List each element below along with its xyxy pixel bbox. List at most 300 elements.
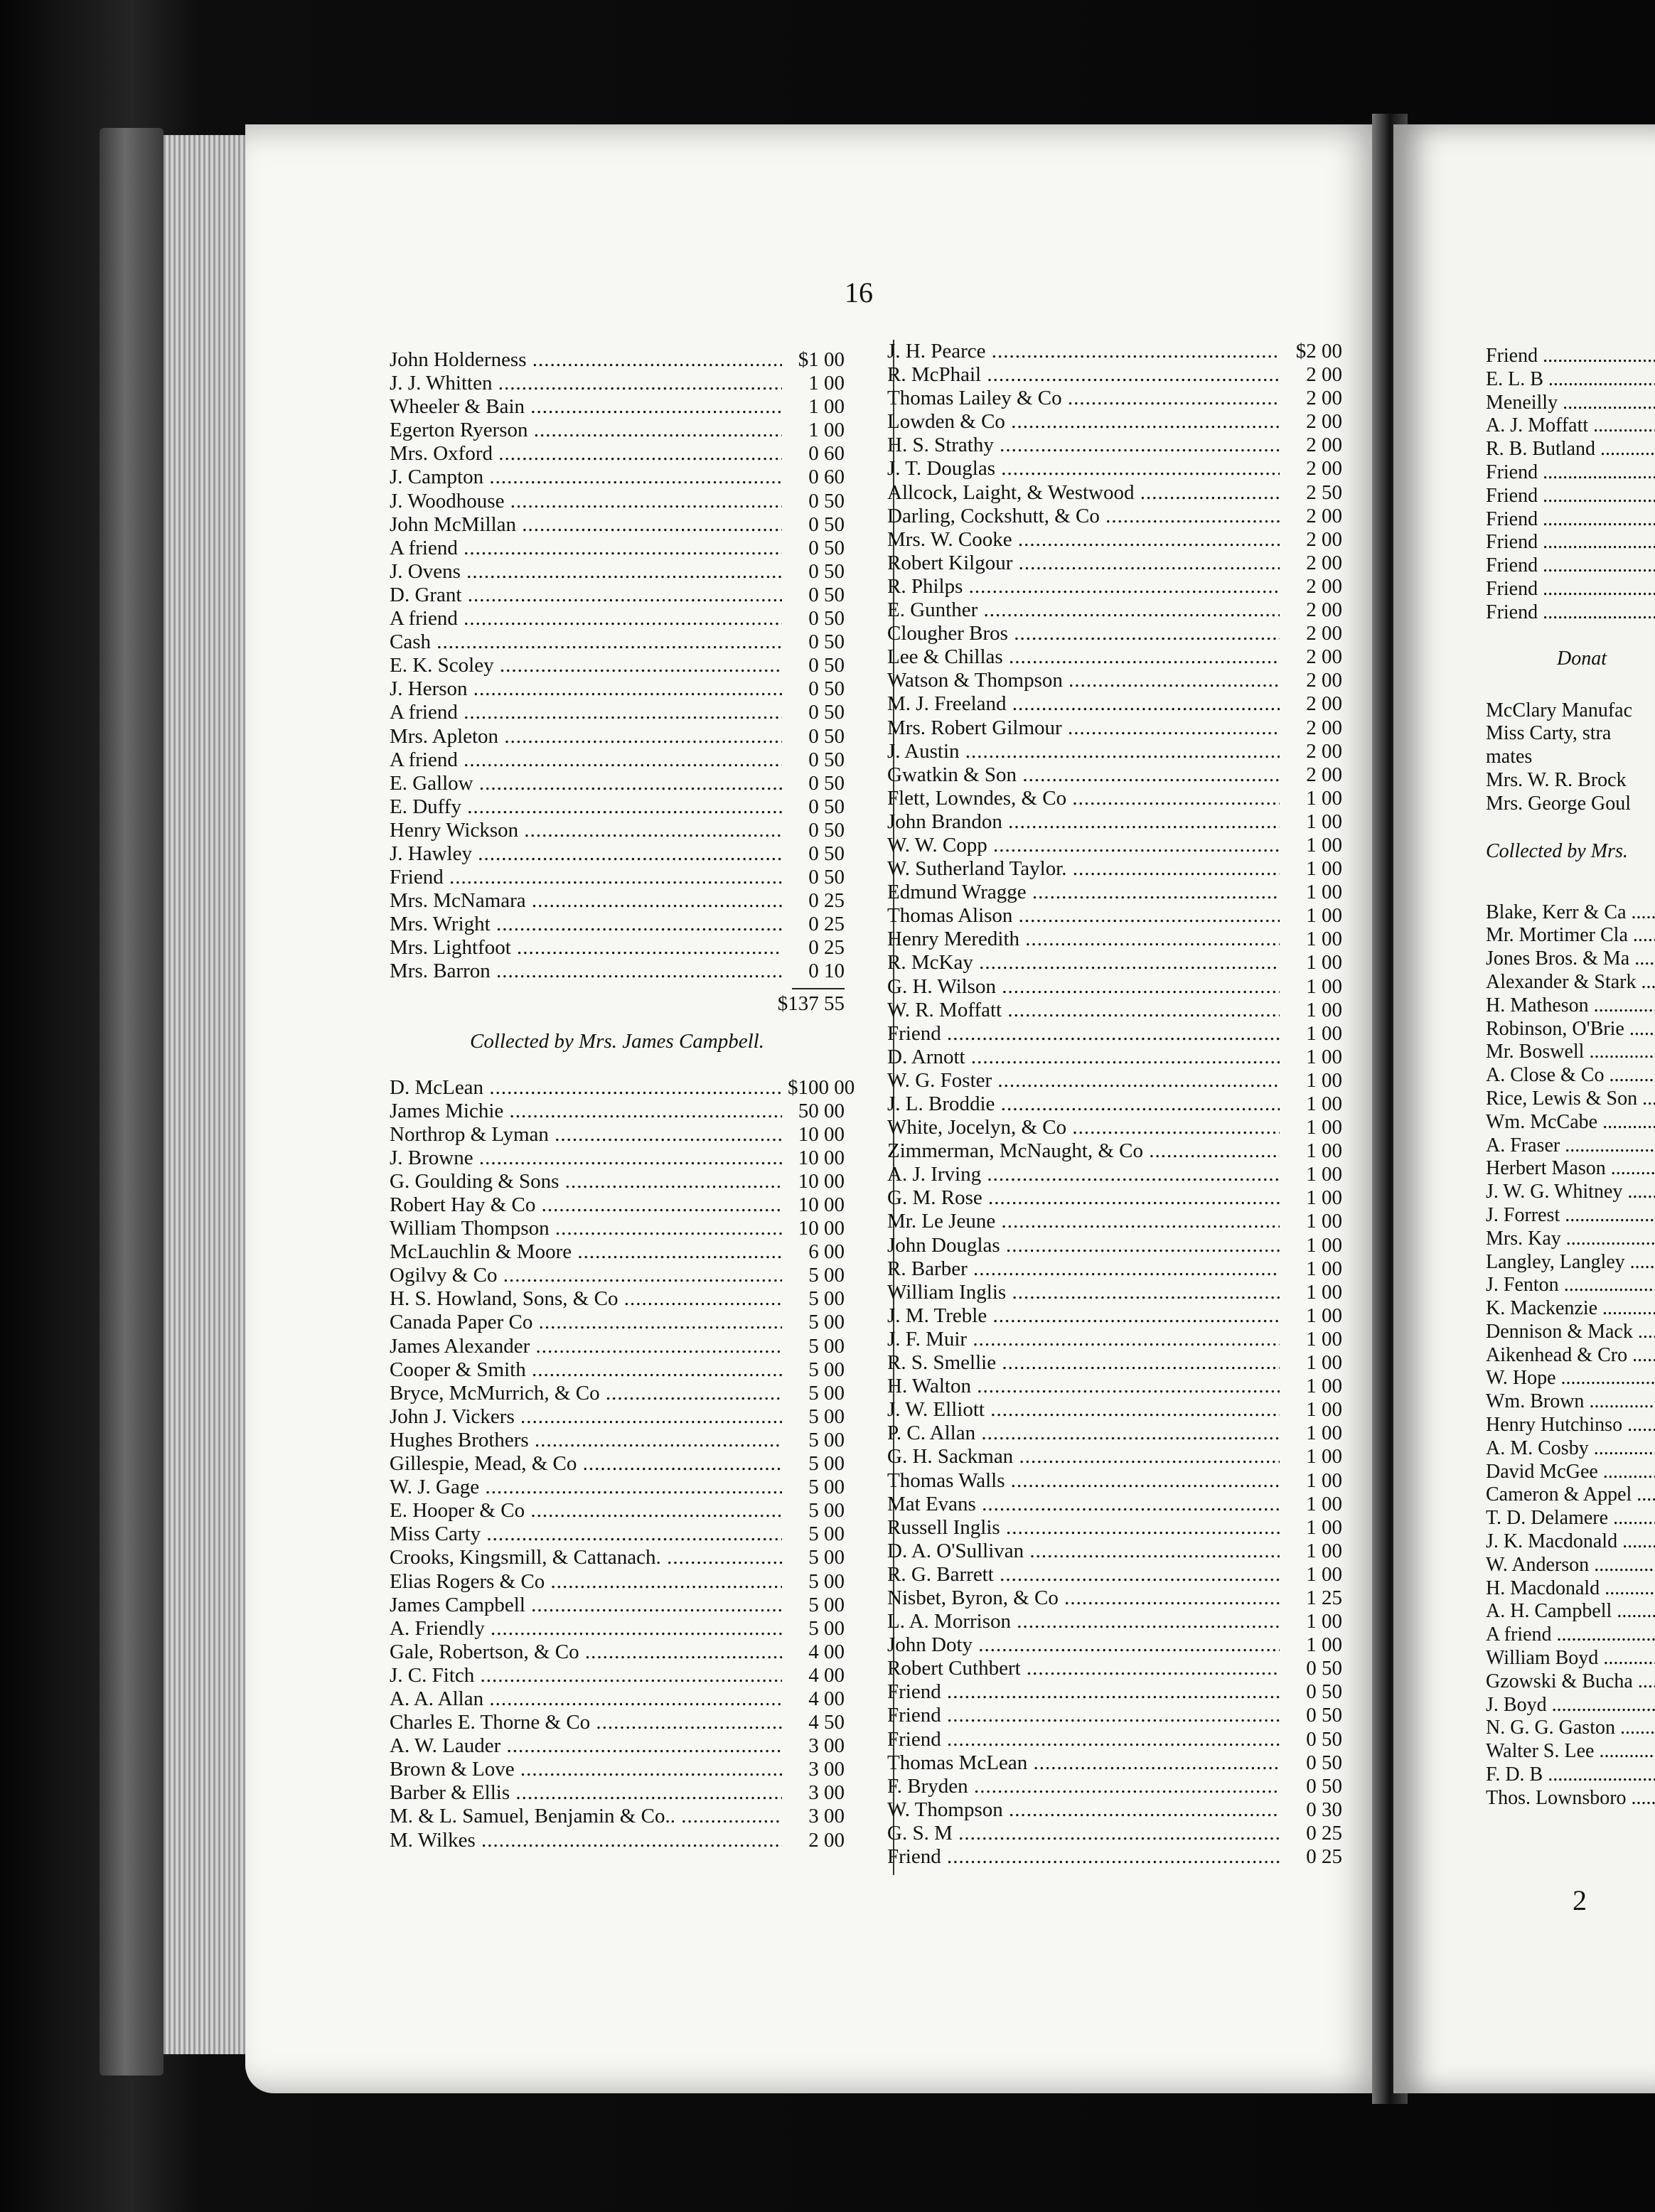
donor-name: A. J. Irving ..... xyxy=(887,1163,1280,1186)
donor-name: J. J. Whitten ..... xyxy=(390,372,782,395)
donation-amount: 1 00 xyxy=(1306,1398,1342,1422)
donation-amount: 2 00 xyxy=(808,1828,845,1852)
donor-row xyxy=(390,490,845,513)
donation-amount: 2 00 xyxy=(1306,716,1342,739)
donor-name: James Michie ..... xyxy=(390,1100,782,1123)
donation-amount: 1 00 xyxy=(1306,951,1342,975)
donation-amount: 0 50 xyxy=(808,654,845,677)
donor-name: J. Woodhouse ..... xyxy=(390,490,782,513)
donor-row xyxy=(390,866,845,889)
donor-name: G. H. Sackman ..... xyxy=(887,1445,1280,1469)
donation-amount: 2 00 xyxy=(1306,739,1342,763)
donor-row xyxy=(887,1469,1342,1493)
donor-name: Mrs. Wright ..... xyxy=(390,913,782,936)
donation-amount: 1 00 xyxy=(808,395,845,419)
donation-amount: 0 50 xyxy=(1306,1657,1342,1680)
donor-row xyxy=(887,1375,1342,1398)
donor-name: D. Arnott ..... xyxy=(887,1046,1280,1069)
donation-amount: 2 00 xyxy=(1306,504,1342,527)
donor-row xyxy=(390,1476,845,1499)
donation-amount: 1 00 xyxy=(1306,1068,1342,1092)
donation-amount: 5 00 xyxy=(808,1334,845,1358)
donor-row xyxy=(887,1775,1342,1798)
donation-amount: 50 00 xyxy=(798,1099,845,1122)
book-spine xyxy=(100,128,164,2076)
donor-row xyxy=(887,904,1342,928)
donor-row xyxy=(887,928,1342,951)
donor-row xyxy=(390,1829,845,1852)
right-donor-name: Friend ..... xyxy=(1486,508,1655,532)
donation-amount: 1 00 xyxy=(1306,1422,1342,1445)
donor-name: Thomas Walls ..... xyxy=(887,1469,1280,1493)
donation-amount: 0 50 xyxy=(808,512,845,536)
donor-name: A friend ..... xyxy=(390,537,782,560)
page-edges xyxy=(164,135,249,2054)
donation-amount: 5 00 xyxy=(808,1405,845,1428)
donation-amount: 5 00 xyxy=(808,1452,845,1476)
donor-name: Crooks, Kingsmill, & Cattanach. ..... xyxy=(390,1546,782,1569)
right-donor-name: Mrs. W. R. Brock xyxy=(1486,768,1627,791)
right-donor-name: A. Fraser ..... xyxy=(1486,1134,1655,1158)
donation-amount: 1 00 xyxy=(1306,1375,1342,1398)
donor-name: Mrs. McNamara ..... xyxy=(390,889,782,913)
donor-name: Darling, Cockshutt, & Co ..... xyxy=(887,505,1280,528)
donation-amount: 2 00 xyxy=(1306,434,1342,457)
donor-name: Mrs. W. Cooke ..... xyxy=(887,528,1280,552)
right-donor-name: R. B. Butland ..... xyxy=(1486,438,1655,461)
donor-name: Thomas Lailey & Co ..... xyxy=(887,387,1280,410)
donor-name: John McMillan ..... xyxy=(390,513,782,537)
donor-row xyxy=(390,1711,845,1734)
donation-amount: 1 00 xyxy=(1306,1021,1342,1045)
donation-amount: 2 00 xyxy=(1306,410,1342,434)
donor-name: A. A. Allan ..... xyxy=(390,1687,782,1711)
donor-row xyxy=(390,725,845,748)
donation-amount: 0 50 xyxy=(808,701,845,724)
donation-amount: 1 00 xyxy=(1306,1469,1342,1492)
donor-name: J. L. Broddie ..... xyxy=(887,1092,1280,1116)
right-donor-name: K. Mackenzie ..... xyxy=(1486,1297,1655,1321)
donor-row xyxy=(390,1123,845,1147)
right-donor-name: Friend ..... xyxy=(1486,485,1655,508)
right-donor-name: W. Anderson ..... xyxy=(1486,1554,1655,1577)
donor-name: F. Bryden ..... xyxy=(887,1775,1280,1798)
donor-row xyxy=(887,810,1342,834)
donor-row xyxy=(390,1594,845,1617)
donor-name: G. H. Wilson ..... xyxy=(887,975,1280,999)
donor-row xyxy=(887,1445,1342,1469)
donor-row xyxy=(887,1680,1342,1704)
donor-row xyxy=(887,410,1342,434)
donor-row xyxy=(887,1257,1342,1281)
right-donor-name: mates xyxy=(1486,746,1533,768)
donation-amount: 5 00 xyxy=(808,1499,845,1523)
donor-row xyxy=(390,348,845,372)
donation-amount: 1 00 xyxy=(1306,857,1342,881)
donation-amount: 1 00 xyxy=(1306,904,1342,928)
donor-name: Mr. Le Jeune ..... xyxy=(887,1210,1280,1233)
donation-amount: 1 00 xyxy=(1306,1610,1342,1633)
donor-name: Friend ..... xyxy=(887,1022,1280,1046)
donor-row xyxy=(390,1664,845,1687)
right-donor-list xyxy=(1486,699,1655,816)
donor-row xyxy=(390,1100,845,1123)
donor-row xyxy=(390,537,845,560)
donor-row xyxy=(887,999,1342,1022)
donation-amount: 10 00 xyxy=(798,1122,845,1146)
donation-amount: 1 00 xyxy=(1306,1633,1342,1657)
right-donor-name: Robinson, O'Brie ..... xyxy=(1486,1018,1655,1041)
donation-amount: 1 00 xyxy=(1306,1280,1342,1304)
donor-name: J. Ovens ..... xyxy=(390,560,782,584)
donor-row xyxy=(887,1493,1342,1516)
left-column xyxy=(390,348,855,1852)
donor-name: Friend ..... xyxy=(887,1704,1280,1727)
donation-amount: 1 00 xyxy=(808,419,845,442)
donor-name: D. A. O'Sullivan ..... xyxy=(887,1540,1280,1563)
right-donor-name: David McGee ..... xyxy=(1486,1461,1655,1484)
donation-amount: 1 00 xyxy=(1306,1139,1342,1163)
donor-row xyxy=(887,1069,1342,1092)
donation-amount: 10 00 xyxy=(798,1193,845,1216)
donor-row xyxy=(390,1617,845,1641)
donor-list xyxy=(390,1075,855,1852)
donor-row xyxy=(887,1610,1342,1633)
donation-amount: 2 00 xyxy=(1306,527,1342,551)
donor-row xyxy=(887,716,1342,740)
right-donor-name: J. Fenton ..... xyxy=(1486,1274,1655,1297)
donation-amount: 2 00 xyxy=(1306,669,1342,692)
right-donor-name: William Boyd ..... xyxy=(1486,1647,1655,1670)
donor-name: Henry Meredith ..... xyxy=(887,928,1280,951)
donation-amount: 0 50 xyxy=(1306,1774,1342,1798)
right-donor-name: Friend ..... xyxy=(1486,554,1655,578)
donor-row xyxy=(887,1657,1342,1680)
donor-row xyxy=(887,505,1342,528)
donor-name: Cooper & Smith ..... xyxy=(390,1358,782,1382)
right-donor-name: J. Boyd ..... xyxy=(1486,1694,1655,1717)
donor-list xyxy=(887,340,1342,1869)
donation-amount: 0 50 xyxy=(808,559,845,583)
donor-row xyxy=(390,1758,845,1781)
donor-row xyxy=(390,1382,845,1405)
donation-amount: 0 30 xyxy=(1306,1798,1342,1821)
right-donor-name: A. J. Moffatt ..... xyxy=(1486,414,1655,438)
donor-name: Hughes Brothers ..... xyxy=(390,1429,782,1452)
donor-name: Lowden & Co ..... xyxy=(887,410,1280,434)
total-amount: $137 55 xyxy=(777,992,845,1015)
right-donor-name: J. W. G. Whitney ..... xyxy=(1486,1181,1655,1204)
donor-row xyxy=(887,763,1342,787)
donor-name: Lee & Chillas ..... xyxy=(887,645,1280,669)
donor-name: J. H. Pearce ..... xyxy=(887,340,1280,363)
donor-row xyxy=(390,513,845,537)
donor-list xyxy=(390,348,845,984)
donation-amount: 0 50 xyxy=(808,607,845,630)
donor-row xyxy=(390,772,845,795)
donor-row xyxy=(887,575,1342,598)
donation-amount: 1 00 xyxy=(1306,1092,1342,1115)
donor-row xyxy=(390,842,845,866)
donation-amount: 10 00 xyxy=(798,1169,845,1193)
donor-row xyxy=(390,795,845,819)
right-donor-name: Friend ..... xyxy=(1486,601,1655,625)
right-donor-name: H. Matheson ..... xyxy=(1486,994,1655,1018)
donor-row xyxy=(887,1328,1342,1351)
donation-amount: 1 00 xyxy=(1306,1045,1342,1068)
donor-name: E. Gunther ..... xyxy=(887,598,1280,622)
donor-row xyxy=(390,1335,845,1358)
donation-amount: 0 25 xyxy=(808,913,845,936)
donation-amount: 0 50 xyxy=(808,489,845,512)
donor-row xyxy=(390,1147,845,1170)
donor-name: Russell Inglis ..... xyxy=(887,1516,1280,1540)
donor-row xyxy=(390,584,845,607)
donor-name: W. W. Copp ..... xyxy=(887,834,1280,857)
section-heading: Collected by Mrs. James Campbell. xyxy=(470,1029,764,1053)
donor-row xyxy=(887,1751,1342,1775)
donation-amount: 3 00 xyxy=(808,1734,845,1758)
donor-name: Robert Hay & Co ..... xyxy=(390,1193,782,1217)
right-donor-name: F. D. B ..... xyxy=(1486,1763,1655,1787)
right-donor-name: Rice, Lewis & Son ..... xyxy=(1486,1088,1655,1111)
collected-heading: Collected by Mrs. xyxy=(1486,839,1628,862)
donation-amount: 2 00 xyxy=(1306,598,1342,622)
donor-row xyxy=(390,1546,845,1569)
donor-name: James Campbell ..... xyxy=(390,1594,782,1617)
donor-row xyxy=(390,1075,855,1100)
donor-row xyxy=(887,528,1342,552)
donor-row xyxy=(887,881,1342,904)
donor-name: John Brandon ..... xyxy=(887,810,1280,834)
donor-name: H. Walton ..... xyxy=(887,1375,1280,1398)
donation-amount: 1 00 xyxy=(1306,1445,1342,1469)
right-donor-name: Meneilly ..... xyxy=(1486,392,1655,415)
donor-name: J. Herson ..... xyxy=(390,677,782,701)
donation-amount: 1 00 xyxy=(1306,1492,1342,1515)
donor-row xyxy=(887,1845,1342,1869)
donation-amount: 1 00 xyxy=(1306,810,1342,833)
donation-amount: 4 50 xyxy=(808,1711,845,1734)
donor-name: Egerton Ryerson ..... xyxy=(390,419,782,442)
donor-row xyxy=(887,481,1342,505)
donor-row xyxy=(390,466,845,489)
right-page-column xyxy=(1486,345,1655,1810)
right-donor-list xyxy=(1486,901,1655,1810)
donor-row xyxy=(390,1452,845,1476)
donation-amount: 2 00 xyxy=(1306,692,1342,716)
right-donor-name: N. G. G. Gaston ..... xyxy=(1486,1717,1655,1740)
right-donor-list xyxy=(1486,345,1655,625)
right-donor-name: A. M. Cosby ..... xyxy=(1486,1437,1655,1461)
donation-amount: 10 00 xyxy=(798,1146,845,1169)
donor-name: John J. Vickers ..... xyxy=(390,1405,782,1429)
right-donor-name: Jones Bros. & Ma ..... xyxy=(1486,947,1655,971)
donor-row xyxy=(887,1704,1342,1727)
donor-name: John Doty ..... xyxy=(887,1633,1280,1657)
donor-name: E. Hooper & Co ..... xyxy=(390,1499,782,1523)
right-donor-name: H. Macdonald ..... xyxy=(1486,1577,1655,1601)
donor-name: McLauchlin & Moore ..... xyxy=(390,1240,782,1264)
donor-name: G. S. M ..... xyxy=(887,1822,1280,1845)
right-donor-name: Mrs. George Goul xyxy=(1486,792,1632,815)
page-number: 16 xyxy=(845,276,873,308)
donation-amount: 1 00 xyxy=(1306,833,1342,857)
donation-amount: 1 00 xyxy=(1306,1327,1342,1351)
donation-amount: 1 00 xyxy=(1306,1186,1342,1210)
donor-name: Nisbet, Byron, & Co ..... xyxy=(887,1586,1280,1610)
right-donor-name: Thos. Lownsboro ..... xyxy=(1486,1787,1655,1810)
donor-name: A. W. Lauder ..... xyxy=(390,1734,782,1758)
donation-amount: 0 10 xyxy=(808,960,845,983)
donor-name: Miss Carty ..... xyxy=(390,1523,782,1546)
donation-amount: 0 50 xyxy=(808,866,845,889)
donor-row xyxy=(887,1540,1342,1563)
donation-amount: 5 00 xyxy=(808,1546,845,1569)
donor-row xyxy=(390,1641,845,1664)
donor-row xyxy=(390,1405,845,1429)
donor-name: A. Friendly ..... xyxy=(390,1617,782,1641)
right-donor-name: Gzowski & Bucha ..... xyxy=(1486,1670,1655,1694)
donor-name: H. S. Howland, Sons, & Co ..... xyxy=(390,1287,782,1311)
donation-amount: 5 00 xyxy=(808,1358,845,1381)
donor-name: Brown & Love ..... xyxy=(390,1758,782,1781)
right-donor-name: Mr. Mortimer Cla ..... xyxy=(1486,924,1655,947)
donor-row xyxy=(887,1633,1342,1657)
donor-name: John Douglas ..... xyxy=(887,1234,1280,1257)
right-donor-name: A. Close & Co ..... xyxy=(1486,1064,1655,1088)
donation-amount: $100 00 xyxy=(788,1075,855,1099)
donor-row xyxy=(887,1798,1342,1822)
donation-amount: 0 50 xyxy=(808,724,845,748)
donor-row xyxy=(887,857,1342,881)
right-donor-name: J. Forrest ..... xyxy=(1486,1204,1655,1228)
donor-name: William Inglis ..... xyxy=(887,1281,1280,1304)
right-donor-name: Mrs. Kay ..... xyxy=(1486,1228,1655,1251)
donor-row xyxy=(390,1805,845,1828)
donor-name: Allcock, Laight, & Westwood ..... xyxy=(887,481,1280,505)
donor-name: J. Browne ..... xyxy=(390,1147,782,1170)
donation-amount: 0 25 xyxy=(1306,1821,1342,1845)
donor-name: Mrs. Oxford ..... xyxy=(390,442,782,466)
right-donor-name: E. L. B ..... xyxy=(1486,368,1655,392)
donation-amount: 0 50 xyxy=(1306,1727,1342,1751)
donor-row xyxy=(887,1728,1342,1751)
donation-amount: 4 00 xyxy=(808,1687,845,1710)
donation-amount: 0 50 xyxy=(808,818,845,842)
donation-amount: 3 00 xyxy=(808,1805,845,1828)
donor-name: W. G. Foster ..... xyxy=(887,1069,1280,1092)
donation-amount: 5 00 xyxy=(808,1569,845,1593)
donation-amount: 1 00 xyxy=(1306,1562,1342,1586)
donor-row xyxy=(390,395,845,419)
donation-amount: $1 00 xyxy=(798,348,845,371)
donation-amount: 0 50 xyxy=(1306,1704,1342,1727)
donor-name: Mrs. Lightfoot ..... xyxy=(390,936,782,960)
donor-name: R. G. Barrett ..... xyxy=(887,1563,1280,1586)
donor-row xyxy=(390,960,845,983)
donor-row xyxy=(390,677,845,701)
donation-amount: 3 00 xyxy=(808,1781,845,1805)
right-donor-name: Friend ..... xyxy=(1486,461,1655,485)
donor-name: J. M. Treble ..... xyxy=(887,1304,1280,1328)
donor-name: M. J. Freeland ..... xyxy=(887,692,1280,716)
donation-amount: $2 00 xyxy=(1295,340,1342,363)
donation-amount: 2 00 xyxy=(1306,645,1342,669)
donor-name: M. Wilkes ..... xyxy=(390,1829,782,1852)
donor-name: J. F. Muir ..... xyxy=(887,1328,1280,1351)
right-donor-name: Dennison & Mack ..... xyxy=(1486,1321,1655,1344)
donation-amount: 0 50 xyxy=(808,771,845,795)
right-donor-name: McClary Manufac xyxy=(1486,699,1633,721)
donor-name: R. McPhail ..... xyxy=(887,363,1280,387)
donor-row xyxy=(887,457,1342,480)
right-donor-name: Friend ..... xyxy=(1486,345,1655,368)
donor-name: M. & L. Samuel, Benjamin & Co.. ..... xyxy=(390,1805,782,1828)
right-donor-name: Friend ..... xyxy=(1486,531,1655,554)
donation-amount: 1 00 xyxy=(1306,1116,1342,1139)
donor-row xyxy=(887,552,1342,575)
donor-name: Friend ..... xyxy=(887,1845,1280,1869)
donation-amount: 2 00 xyxy=(1306,387,1342,410)
donation-amount: 0 25 xyxy=(808,889,845,913)
donor-row xyxy=(887,1351,1342,1375)
donation-amount: 0 50 xyxy=(1306,1680,1342,1704)
donor-name: R. Philps ..... xyxy=(887,575,1280,598)
donor-name: Robert Cuthbert ..... xyxy=(887,1657,1280,1680)
donor-row xyxy=(887,692,1342,716)
donor-name: Canada Paper Co ..... xyxy=(390,1311,782,1334)
donor-name: Robert Kilgour ..... xyxy=(887,552,1280,575)
donor-name: J. T. Douglas ..... xyxy=(887,457,1280,480)
donation-amount: 5 00 xyxy=(808,1428,845,1451)
donor-row xyxy=(887,951,1342,975)
donor-row xyxy=(887,834,1342,857)
donation-amount: 1 25 xyxy=(1306,1586,1342,1609)
donor-name: A friend ..... xyxy=(390,701,782,724)
donor-name: Gwatkin & Son ..... xyxy=(887,763,1280,787)
donor-row xyxy=(887,387,1342,410)
donor-name: J. C. Fitch ..... xyxy=(390,1664,782,1687)
donor-row xyxy=(390,913,845,936)
donor-name: Mrs. Robert Gilmour ..... xyxy=(887,716,1280,740)
donation-amount: 0 50 xyxy=(808,536,845,559)
donation-amount: 2 00 xyxy=(1306,622,1342,645)
donor-row xyxy=(887,1210,1342,1233)
donor-name: E. K. Scoley ..... xyxy=(390,654,782,677)
right-donor-name: Mr. Boswell ..... xyxy=(1486,1041,1655,1064)
donation-amount: 1 00 xyxy=(1306,975,1342,998)
donation-amount: 6 00 xyxy=(808,1240,845,1264)
donation-amount: 5 00 xyxy=(808,1381,845,1405)
donor-row xyxy=(390,419,845,442)
donation-amount: 1 00 xyxy=(1306,1539,1342,1562)
donor-row xyxy=(887,1139,1342,1163)
donor-name: A friend ..... xyxy=(390,607,782,630)
right-donor-name: A friend ..... xyxy=(1486,1623,1655,1647)
donor-row xyxy=(390,1687,845,1711)
donor-row xyxy=(390,1193,845,1217)
right-donor-name: Henry Hutchinso ..... xyxy=(1486,1414,1655,1437)
donation-amount: 0 50 xyxy=(808,630,845,654)
donor-row xyxy=(887,669,1342,692)
donor-row xyxy=(390,1358,845,1382)
donor-name: E. Gallow ..... xyxy=(390,772,782,795)
donation-amount: 5 00 xyxy=(808,1287,845,1311)
right-donor-name: Herbert Mason ..... xyxy=(1486,1157,1655,1181)
donation-amount: 0 60 xyxy=(808,442,845,466)
right-donor-name: Langley, Langley ..... xyxy=(1486,1251,1655,1274)
